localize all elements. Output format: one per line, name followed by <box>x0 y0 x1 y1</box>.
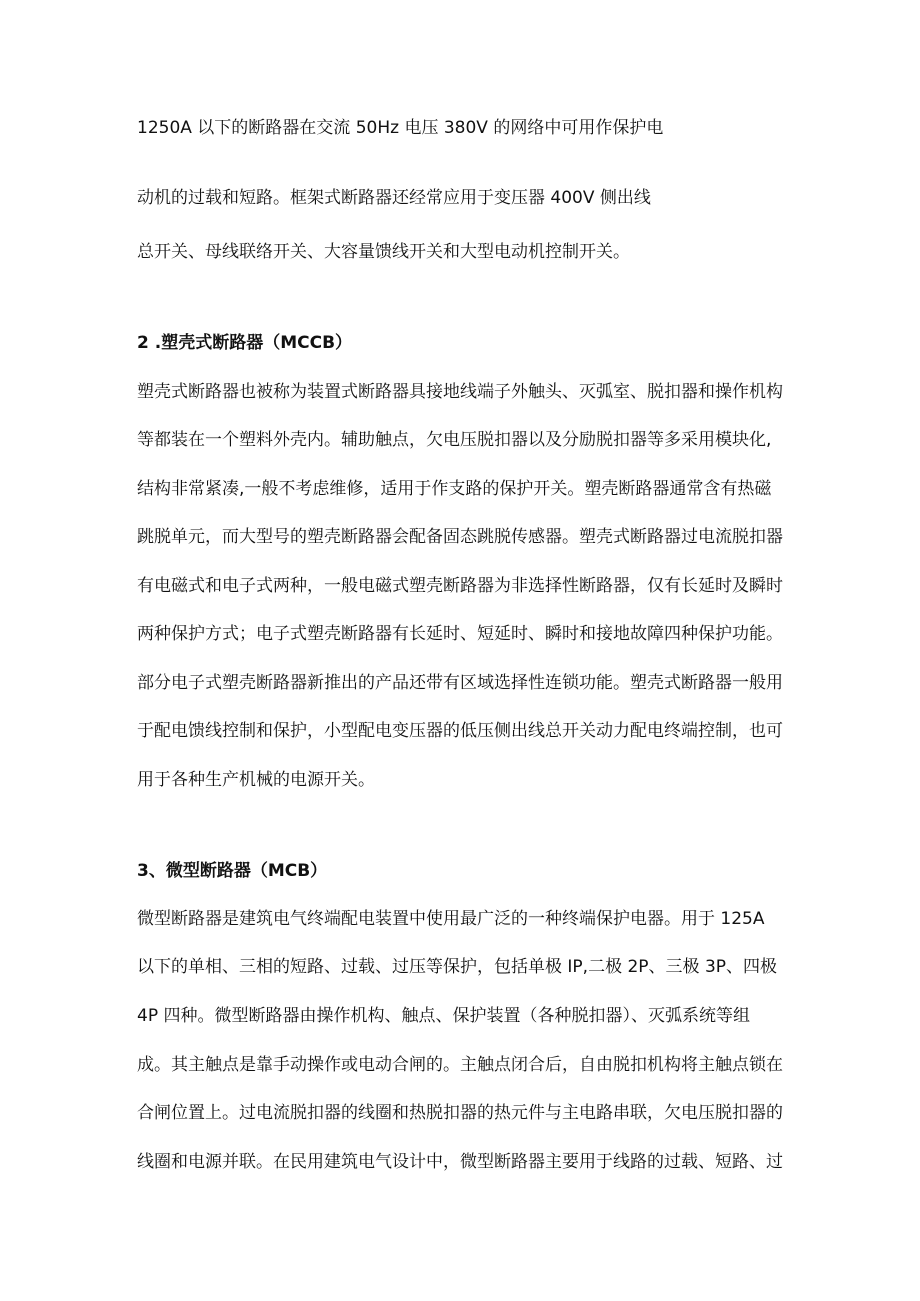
section-3-line-1: 微型断路器是建筑电气终端配电装置中使用最广泛的一种终端保护电器。用于 125A <box>137 909 765 929</box>
intro-line-2: 动机的过载和短路。框架式断路器还经常应用于变压器 400V 侧出线 <box>137 188 651 208</box>
section-2-line-3: 结构非常紧凑,一般不考虑维修，适用于作支路的保护开关。塑壳断路器通常含有热磁 <box>137 479 772 499</box>
section-2-line-9: 用于各种生产机械的电源开关。 <box>137 770 375 790</box>
intro-line-1: 1250A 以下的断路器在交流 50Hz 电压 380V 的网络中可用作保护电 <box>137 118 664 138</box>
section-3-line-6: 线圈和电源并联。在民用建筑电气设计中，微型断路器主要用于线路的过载、短路、过 <box>137 1152 783 1172</box>
section-3-line-5: 合闸位置上。过电流脱扣器的线圈和热脱扣器的热元件与主电路串联，欠电压脱扣器的 <box>137 1103 783 1123</box>
section-3-line-3: 4P 四种。微型断路器由操作机构、触点、保护装置（各种脱扣器）、灭弧系统等组 <box>137 1006 750 1026</box>
section-2-line-5: 有电磁式和电子式两种，一般电磁式塑壳断路器为非选择性断路器，仅有长延时及瞬时 <box>137 576 783 596</box>
section-2-heading: 2 .塑壳式断路器（MCCB） <box>137 333 353 353</box>
section-2-line-8: 于配电馈线控制和保护，小型配电变压器的低压侧出线总开关动力配电终端控制，也可 <box>137 721 783 741</box>
section-3-heading: 3、微型断路器（MCB） <box>137 861 328 881</box>
section-2-line-4: 跳脱单元，而大型号的塑壳断路器会配备固态跳脱传感器。塑壳式断路器过电流脱扣器 <box>137 527 783 547</box>
intro-line-3: 总开关、母线联络开关、大容量馈线开关和大型电动机控制开关。 <box>137 242 630 262</box>
section-2-line-6: 两种保护方式；电子式塑壳断路器有长延时、短延时、瞬时和接地故障四种保护功能。 <box>137 624 783 644</box>
section-2-line-1: 塑壳式断路器也被称为装置式断路器具接地线端子外触头、灭弧室、脱扣器和操作机构 <box>137 382 783 402</box>
section-2-line-2: 等都装在一个塑料外壳内。辅助触点，欠电压脱扣器以及分励脱扣器等多采用模块化, <box>137 430 772 450</box>
section-2-line-7: 部分电子式塑壳断路器新推出的产品还带有区域选择性连锁功能。塑壳式断路器一般用 <box>137 673 783 693</box>
section-3-line-2: 以下的单相、三相的短路、过载、过压等保护，包括单极 IP,二极 2P、三极 3P、四极 <box>137 957 778 977</box>
section-3-line-4: 成。其主触点是靠手动操作或电动合闸的。主触点闭合后，自由脱扣机构将主触点锁在 <box>137 1055 783 1075</box>
